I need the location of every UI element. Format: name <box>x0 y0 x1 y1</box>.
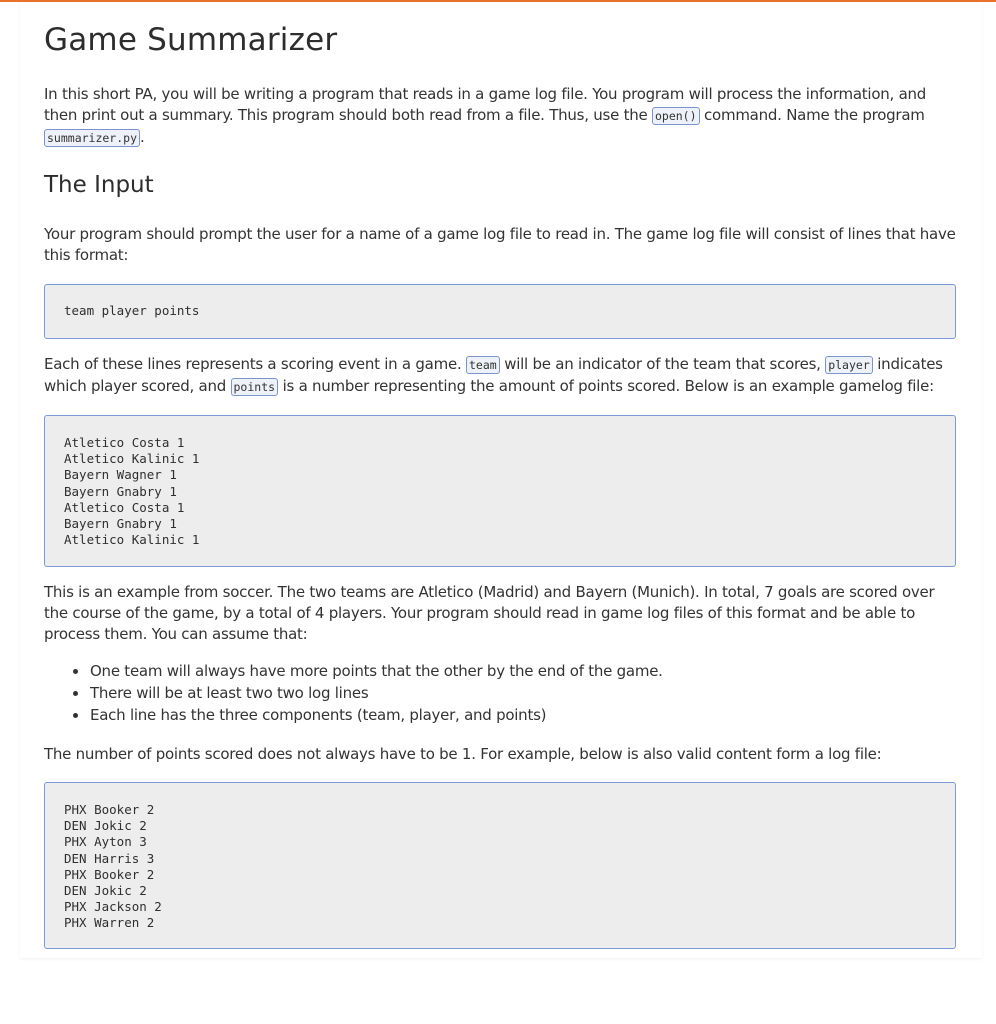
intro-text-3: . <box>140 128 145 146</box>
intro-text-1: In this short PA, you will be writing a program that reads in a game log file. You program will process the information, and then print out a summary. This program should both read from a file. Thus, use the <box>44 85 927 124</box>
intro-text-2: command. Name the program <box>699 106 925 124</box>
example-log-basketball: PHX Booker 2 DEN Jokic 2 PHX Ayton 3 DEN Harris 3 PHX Booker 2 DEN Jokic 2 PHX Jackson 2 PHX Warren 2 <box>44 782 956 949</box>
example-log-soccer: Atletico Costa 1 Atletico Kalinic 1 Bayern Wagner 1 Bayern Gnabry 1 Atletico Costa 1 Bayern Gnabry 1 Atletico Kalinic 1 <box>44 415 956 567</box>
assumptions-list <box>44 660 960 726</box>
page-title: Game Summarizer <box>44 22 338 58</box>
inline-code-open: open() <box>652 107 700 125</box>
inline-code-team: team <box>466 356 500 374</box>
list-item: There will be at least two two log lines <box>90 682 960 704</box>
desc-text-1: Each of these lines represents a scoring event in a game. <box>44 355 466 373</box>
input-paragraph: Your program should prompt the user for a name of a game log file to read in. The game log file will consist of lines that have this format: <box>44 225 956 264</box>
desc-text-2: will be an indicator of the team that scores, <box>499 355 826 373</box>
intro-paragraph <box>44 84 960 149</box>
assignment-page <box>20 2 982 958</box>
description-paragraph <box>44 354 960 398</box>
list-item: Each line has the three components (team, player, and points) <box>90 704 960 726</box>
points-paragraph: The number of points scored does not always have to be 1. For example, below is also valid content form a log file: <box>44 745 882 763</box>
inline-code-points: points <box>231 378 279 396</box>
section-heading-input: The Input <box>44 172 154 198</box>
format-code-block: team player points <box>44 284 956 339</box>
soccer-paragraph: This is an example from soccer. The two teams are Atletico (Madrid) and Bayern (Munich). In total, 7 goals are scored over the course of the game, by a total of 4 players. Your program should read in game log files of this format and be able to process them. You can assume that: <box>44 583 935 643</box>
desc-text-4: is a number representing the amount of points scored. Below is an example gamelog file: <box>278 377 934 395</box>
list-item: One team will always have more points that the other by the end of the game. <box>90 660 960 682</box>
inline-code-filename: summarizer.py <box>44 129 140 147</box>
inline-code-player: player <box>825 356 873 374</box>
desc-text-3: indicates which player scored, and <box>44 355 943 395</box>
